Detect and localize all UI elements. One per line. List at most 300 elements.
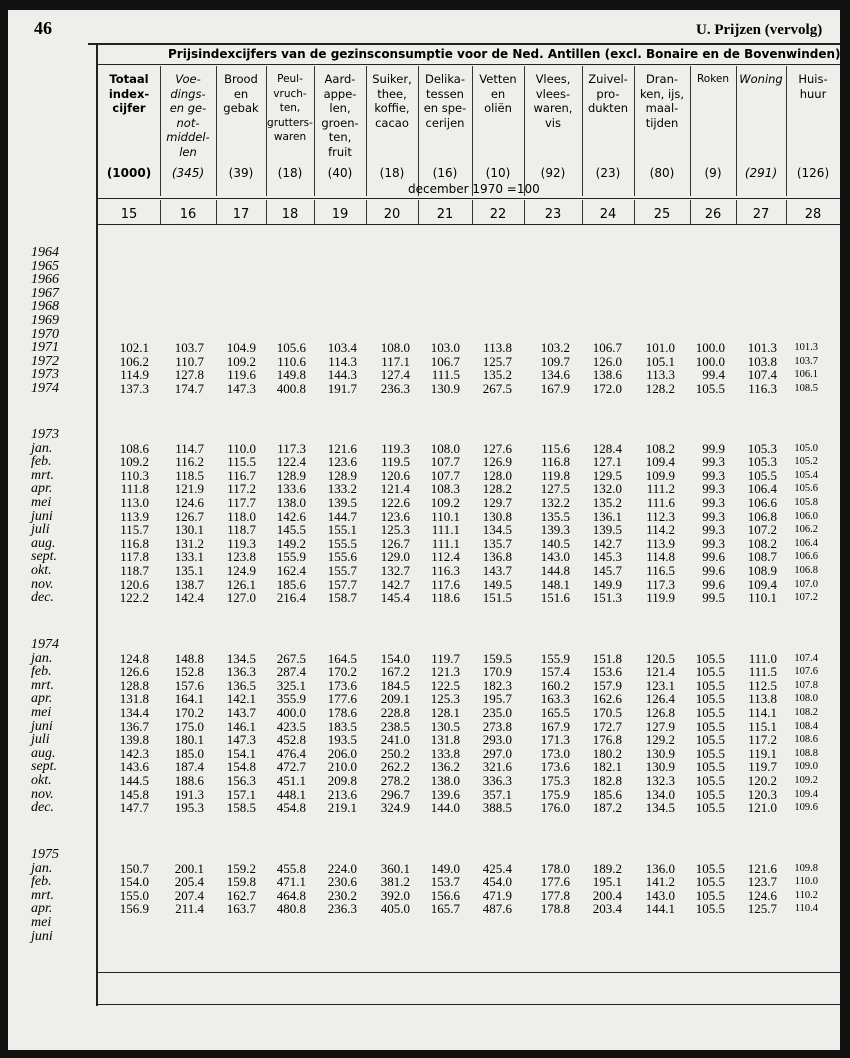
- table-cell: 105.3: [747, 440, 777, 456]
- table-cell: 126.6: [119, 664, 149, 680]
- table-cell: 151.3: [592, 590, 622, 606]
- table-cell: 116.3: [431, 563, 460, 578]
- table-cell: 187.4: [174, 759, 204, 775]
- table-cell: 105.5: [695, 800, 725, 816]
- column-number: 16: [179, 207, 197, 222]
- row-label: mrt.: [31, 467, 54, 483]
- table-cell: 119.1: [748, 745, 777, 761]
- table-cell: 130.9: [430, 381, 460, 396]
- table-cell: 200.4: [592, 887, 622, 903]
- table-cell: 235.0: [482, 705, 512, 720]
- table-cell: 106.7: [592, 340, 622, 356]
- table-cell: 113.9: [646, 535, 675, 551]
- row-label: mei: [31, 495, 52, 510]
- table-cell: 121.4: [645, 664, 675, 680]
- table-cell: 126.0: [592, 353, 622, 369]
- table-cell: 103.7: [794, 355, 818, 367]
- table-cell: 139.8: [119, 732, 149, 748]
- table-cell: 108.0: [794, 693, 818, 705]
- column-header: Dran- ken, ijs, maal- tijden: [640, 72, 684, 130]
- row-label: okt.: [31, 563, 52, 578]
- column-weight: (1000): [106, 166, 152, 180]
- table-cell: 99.3: [702, 454, 725, 470]
- table-cell: 101.3: [747, 340, 777, 356]
- table-cell: 119.6: [227, 367, 256, 383]
- page-number: 46: [34, 18, 52, 38]
- table-cell: 158.7: [327, 590, 357, 606]
- table-cell: 160.2: [540, 677, 570, 693]
- table-cell: 123.6: [327, 454, 357, 470]
- table-cell: 111.1: [431, 535, 460, 551]
- row-label: mei: [31, 705, 52, 720]
- table-cell: 480.8: [276, 901, 306, 917]
- table-cell: 108.2: [794, 707, 818, 718]
- table-cell: 134.6: [540, 367, 570, 383]
- table-cell: 238.5: [380, 718, 410, 734]
- table-cell: 103.2: [540, 340, 570, 356]
- table-cell: 144.5: [119, 773, 149, 788]
- table-cell: 109.4: [794, 788, 818, 800]
- table-cell: 157.6: [174, 677, 204, 693]
- table-cell: 113.9: [120, 508, 149, 524]
- table-cell: 278.2: [380, 773, 410, 788]
- column-weight: (92): [540, 166, 566, 180]
- table-cell: 164.1: [174, 691, 204, 707]
- table-cell: 177.6: [540, 874, 570, 890]
- table-cell: 195.1: [592, 874, 622, 890]
- table-cell: 107.2: [794, 592, 818, 604]
- table-cell: 159.8: [226, 874, 256, 890]
- table-cell: 182.8: [592, 773, 622, 788]
- table-cell: 127.6: [482, 440, 512, 456]
- base-rule: [98, 198, 840, 199]
- table-cell: 148.1: [540, 576, 570, 592]
- table-cell: 145.3: [592, 549, 622, 565]
- column-weight: (39): [228, 166, 254, 180]
- row-label: nov.: [31, 786, 54, 802]
- table-cell: 145.4: [380, 590, 410, 606]
- column-number: 25: [653, 207, 671, 222]
- row-label: aug.: [31, 745, 56, 761]
- table-cell: 127.1: [592, 454, 622, 470]
- table-cell: 155.1: [327, 522, 357, 538]
- table-cell: 130.8: [482, 508, 512, 524]
- table-cell: 136.2: [430, 759, 460, 775]
- table-cell: 116.8: [541, 454, 570, 470]
- table-cell: 108.9: [747, 563, 777, 578]
- header-bottom-rule: [98, 224, 840, 225]
- table-cell: 123.7: [747, 874, 777, 890]
- table-cell: 180.1: [174, 732, 204, 748]
- column-header: Peul- vruch- ten, grutters- waren: [267, 73, 313, 143]
- column-number: 19: [331, 207, 349, 222]
- table-cell: 487.6: [482, 901, 512, 917]
- table-cell: 174.7: [174, 381, 204, 396]
- table-cell: 119.9: [646, 590, 675, 606]
- table-cell: 119.7: [748, 759, 777, 775]
- table-cell: 183.5: [327, 718, 357, 734]
- table-cell: 111.5: [748, 664, 777, 680]
- table-cell: 99.6: [702, 563, 725, 578]
- table-cell: 109.9: [645, 467, 675, 483]
- table-cell: 149.8: [276, 367, 306, 383]
- table-cell: 111.1: [431, 522, 460, 538]
- table-cell: 126.7: [174, 508, 204, 524]
- table-cell: 105.5: [695, 691, 725, 707]
- table-cell: 170.9: [482, 664, 512, 680]
- table-cell: 105.2: [794, 456, 818, 468]
- table-cell: 131.8: [119, 691, 149, 707]
- table-cell: 99.6: [702, 576, 725, 592]
- table-cell: 120.2: [747, 773, 777, 788]
- table-cell: 99.3: [702, 481, 725, 497]
- table-cell: 455.8: [276, 860, 306, 876]
- table-cell: 105.5: [695, 874, 725, 890]
- table-cell: 103.7: [174, 340, 204, 356]
- table-cell: 112.3: [646, 508, 675, 524]
- table-cell: 138.0: [430, 773, 460, 788]
- table-cell: 108.2: [645, 440, 675, 456]
- table-cell: 123.6: [380, 508, 410, 524]
- row-label: 1973: [31, 427, 59, 442]
- row-label: 1966: [31, 272, 59, 288]
- row-label: 1967: [31, 285, 59, 301]
- table-cell: 425.4: [482, 860, 512, 876]
- table-cell: 99.5: [702, 590, 725, 606]
- table-cell: 155.9: [540, 650, 570, 666]
- table-cell: 132.3: [645, 773, 675, 788]
- table-cell: 452.8: [276, 732, 306, 748]
- table-cell: 129.5: [592, 467, 622, 483]
- table-cell: 123.8: [226, 549, 256, 565]
- table-cell: 106.2: [119, 353, 149, 369]
- table-cell: 273.8: [482, 718, 512, 734]
- table-cell: 109.0: [794, 761, 818, 773]
- table-cell: 287.4: [276, 664, 306, 680]
- table-cell: 188.6: [174, 773, 204, 788]
- table-cell: 105.5: [695, 860, 725, 876]
- table-cell: 122.6: [380, 495, 410, 510]
- row-label: 1969: [31, 313, 59, 328]
- column-weight: (9): [704, 166, 722, 180]
- column-header: Roken: [696, 73, 730, 85]
- table-cell: 157.7: [327, 576, 357, 592]
- table-cell: 105.6: [794, 483, 818, 495]
- table-cell: 137.3: [119, 381, 149, 396]
- column-weight: (80): [649, 166, 675, 180]
- table-cell: 99.3: [702, 467, 725, 483]
- table-cell: 130.9: [645, 759, 675, 775]
- table-cell: 121.4: [380, 481, 410, 497]
- table-cell: 118.5: [175, 467, 204, 483]
- table-cell: 128.2: [645, 381, 675, 396]
- table-cell: 185.0: [174, 745, 204, 761]
- table-cell: 173.6: [540, 759, 570, 775]
- table-cell: 105.0: [794, 442, 818, 454]
- table-cell: 108.0: [430, 440, 460, 456]
- row-label: 1964: [31, 245, 59, 260]
- table-cell: 115.1: [748, 718, 777, 734]
- table-cell: 114.3: [328, 353, 357, 369]
- table-cell: 154.1: [226, 745, 256, 761]
- table-cell: 167.2: [380, 664, 410, 680]
- column-header: Totaal index- cijfer: [108, 72, 150, 115]
- table-cell: 136.3: [226, 664, 256, 680]
- table-cell: 105.5: [747, 467, 777, 483]
- table-cell: 111.8: [120, 481, 149, 497]
- table-cell: 125.3: [430, 691, 460, 707]
- table-cell: 392.0: [380, 887, 410, 903]
- row-label: juli: [31, 522, 50, 538]
- table-cell: 176.8: [592, 732, 622, 748]
- row-label: apr.: [31, 481, 53, 497]
- column-header: Woning: [739, 72, 783, 86]
- table-cell: 124.6: [174, 495, 204, 510]
- table-cell: 117.3: [646, 576, 675, 592]
- table-cell: 216.4: [276, 590, 306, 606]
- table-cell: 138.6: [592, 367, 622, 383]
- table-cell: 145.5: [276, 522, 306, 538]
- table-cell: 121.6: [327, 440, 357, 456]
- column-header: Aard- appe- len, groen- ten, fruit: [321, 72, 359, 159]
- table-cell: 119.7: [431, 650, 460, 666]
- table-cell: 99.6: [702, 549, 725, 565]
- table-cell: 175.0: [174, 718, 204, 734]
- table-cell: 140.5: [540, 535, 570, 551]
- table-cell: 111.2: [646, 481, 675, 497]
- table-cell: 103.8: [747, 353, 777, 369]
- row-label: 1971: [31, 340, 59, 356]
- table-cell: 105.5: [695, 718, 725, 734]
- row-label: 1973: [31, 367, 59, 383]
- table-cell: 155.5: [327, 535, 357, 551]
- bottom-rule-1: [98, 972, 840, 973]
- table-cell: 109.2: [430, 495, 460, 510]
- table-cell: 236.3: [327, 901, 357, 917]
- table-cell: 128.4: [592, 440, 622, 456]
- table-cell: 114.7: [175, 440, 204, 456]
- table-cell: 182.3: [482, 677, 512, 693]
- table-cell: 146.1: [226, 718, 256, 734]
- table-cell: 149.5: [482, 576, 512, 592]
- table-cell: 144.1: [645, 901, 675, 917]
- table-cell: 135.2: [592, 495, 622, 510]
- table-cell: 110.1: [748, 590, 777, 606]
- table-cell: 99.3: [702, 495, 725, 510]
- table-cell: 105.6: [276, 340, 306, 356]
- column-weight: (16): [432, 166, 458, 180]
- column-number: 18: [281, 207, 299, 222]
- table-cell: 119.5: [381, 454, 410, 470]
- table-cell: 99.3: [702, 508, 725, 524]
- table-cell: 139.5: [592, 522, 622, 538]
- column-weight: (18): [277, 166, 303, 180]
- table-cell: 139.3: [540, 522, 570, 538]
- table-cell: 155.6: [327, 549, 357, 565]
- table-cell: 170.2: [327, 664, 357, 680]
- table-cell: 110.6: [277, 353, 306, 369]
- table-cell: 132.2: [540, 495, 570, 510]
- table-cell: 156.3: [226, 773, 256, 788]
- table-cell: 134.5: [226, 650, 256, 666]
- table-cell: 171.3: [540, 732, 570, 748]
- table-cell: 116.3: [748, 381, 777, 396]
- table-cell: 126.8: [645, 705, 675, 720]
- column-weight: (18): [379, 166, 405, 180]
- table-cell: 105.1: [645, 353, 675, 369]
- table-cell: 163.3: [540, 691, 570, 707]
- caption-rule: [98, 64, 840, 65]
- table-cell: 119.3: [227, 535, 256, 551]
- table-cell: 127.4: [380, 367, 410, 383]
- table-cell: 114.9: [120, 367, 149, 383]
- table-cell: 144.3: [327, 367, 357, 383]
- column-weight: (126): [796, 166, 830, 180]
- table-cell: 178.0: [540, 860, 570, 876]
- row-label: mrt.: [31, 887, 54, 903]
- table-cell: 109.4: [645, 454, 675, 470]
- table-cell: 108.7: [747, 549, 777, 565]
- table-cell: 139.6: [430, 786, 460, 802]
- table-cell: 156.9: [119, 901, 149, 917]
- table-cell: 205.4: [174, 874, 204, 890]
- table-cell: 121.3: [430, 664, 460, 680]
- table-cell: 134.5: [645, 800, 675, 816]
- column-number: 21: [436, 207, 454, 222]
- table-cell: 136.1: [592, 508, 622, 524]
- table-cell: 110.7: [175, 353, 204, 369]
- row-label: nov.: [31, 576, 54, 592]
- table-cell: 464.8: [276, 887, 306, 903]
- table-cell: 164.5: [327, 650, 357, 666]
- table-cell: 124.8: [119, 650, 149, 666]
- table-cell: 162.4: [276, 563, 306, 578]
- table-cell: 128.9: [327, 467, 357, 483]
- table-cell: 149.9: [592, 576, 622, 592]
- table-cell: 151.8: [592, 650, 622, 666]
- table-cell: 124.9: [226, 563, 256, 578]
- table-cell: 147.7: [119, 800, 149, 816]
- table-cell: 142.7: [592, 535, 622, 551]
- column-header: Vlees, vlees- waren, vis: [533, 72, 573, 130]
- table-cell: 116.8: [120, 535, 149, 551]
- table-cell: 117.2: [227, 481, 256, 497]
- column-header: Delika- tessen en spe- cerijen: [423, 72, 467, 130]
- column-header: Vetten en oliën: [479, 72, 517, 115]
- table-cell: 108.0: [380, 340, 410, 356]
- table-cell: 133.8: [430, 745, 460, 761]
- table-cell: 129.7: [482, 495, 512, 510]
- table-cell: 147.3: [226, 732, 256, 748]
- column-number: 26: [704, 207, 722, 222]
- table-cell: 106.4: [794, 537, 818, 549]
- table-cell: 107.7: [430, 467, 460, 483]
- table-cell: 135.1: [174, 563, 204, 578]
- table-cell: 122.4: [276, 454, 306, 470]
- bottom-rule-2: [98, 1004, 840, 1005]
- table-cell: 241.0: [380, 732, 410, 748]
- table-cell: 405.0: [380, 901, 410, 917]
- table-cell: 100.0: [695, 353, 725, 369]
- table-cell: 118.7: [227, 522, 256, 538]
- table-cell: 118.0: [227, 508, 256, 524]
- table-cell: 109.2: [226, 353, 256, 369]
- column-number: 27: [752, 207, 770, 222]
- table-cell: 108.3: [430, 481, 460, 497]
- table-cell: 182.1: [592, 759, 622, 775]
- row-label: sept.: [31, 759, 58, 775]
- table-cell: 111.5: [431, 367, 460, 383]
- table-cell: 136.7: [119, 718, 149, 734]
- table-cell: 151.6: [540, 590, 570, 606]
- table-cell: 109.2: [794, 775, 818, 786]
- table-cell: 296.7: [380, 786, 410, 802]
- table-cell: 143.0: [645, 887, 675, 903]
- table-cell: 112.4: [431, 549, 460, 565]
- table-cell: 209.8: [327, 773, 357, 788]
- table-cell: 134.5: [482, 522, 512, 538]
- table-cell: 154.0: [380, 650, 410, 666]
- column-number: 24: [599, 207, 617, 222]
- row-label: sept.: [31, 549, 58, 565]
- table-cell: 191.7: [327, 381, 357, 396]
- table-cell: 178.6: [327, 705, 357, 720]
- table-cell: 158.5: [226, 800, 256, 816]
- row-label: 1970: [31, 326, 59, 342]
- table-cell: 177.8: [540, 887, 570, 903]
- table-cell: 110.0: [227, 440, 256, 456]
- table-cell: 200.1: [174, 860, 204, 876]
- table-cell: 105.3: [747, 454, 777, 470]
- table-cell: 135.2: [482, 367, 512, 383]
- row-label: 1974: [31, 381, 59, 396]
- row-label: juli: [31, 732, 50, 748]
- table-cell: 99.9: [702, 440, 725, 456]
- table-cell: 110.1: [431, 508, 460, 524]
- column-number: 22: [489, 207, 507, 222]
- column-header: Brood en gebak: [223, 72, 259, 115]
- table-cell: 105.5: [695, 677, 725, 693]
- table-cell: 105.5: [695, 650, 725, 666]
- row-label: 1974: [31, 637, 59, 652]
- row-label: juni: [31, 508, 53, 524]
- table-cell: 136.0: [645, 860, 675, 876]
- table-cell: 119.8: [541, 467, 570, 483]
- table-cell: 110.2: [794, 889, 818, 901]
- table-cell: 250.2: [380, 745, 410, 761]
- table-cell: 173.6: [327, 677, 357, 693]
- table-cell: 193.5: [327, 732, 357, 748]
- table-cell: 213.6: [327, 786, 357, 802]
- table-cell: 106.0: [794, 510, 818, 522]
- row-label: jan.: [31, 440, 53, 456]
- table-cell: 136.5: [226, 677, 256, 693]
- row-label: apr.: [31, 901, 53, 917]
- table-cell: 145.7: [592, 563, 622, 578]
- table-cell: 203.4: [592, 901, 622, 917]
- table-cell: 133.2: [327, 481, 357, 497]
- table-cell: 126.7: [380, 535, 410, 551]
- table-cell: 110.4: [794, 903, 818, 915]
- base-note: december 1970 =100: [408, 182, 540, 196]
- table-cell: 128.1: [430, 705, 460, 720]
- table-cell: 111.0: [748, 650, 777, 666]
- column-weight: (23): [595, 166, 621, 180]
- table-cell: 133.6: [276, 481, 306, 497]
- table-cell: 129.0: [380, 549, 410, 565]
- table-cell: 131.2: [174, 535, 204, 551]
- table-cell: 448.1: [276, 786, 306, 802]
